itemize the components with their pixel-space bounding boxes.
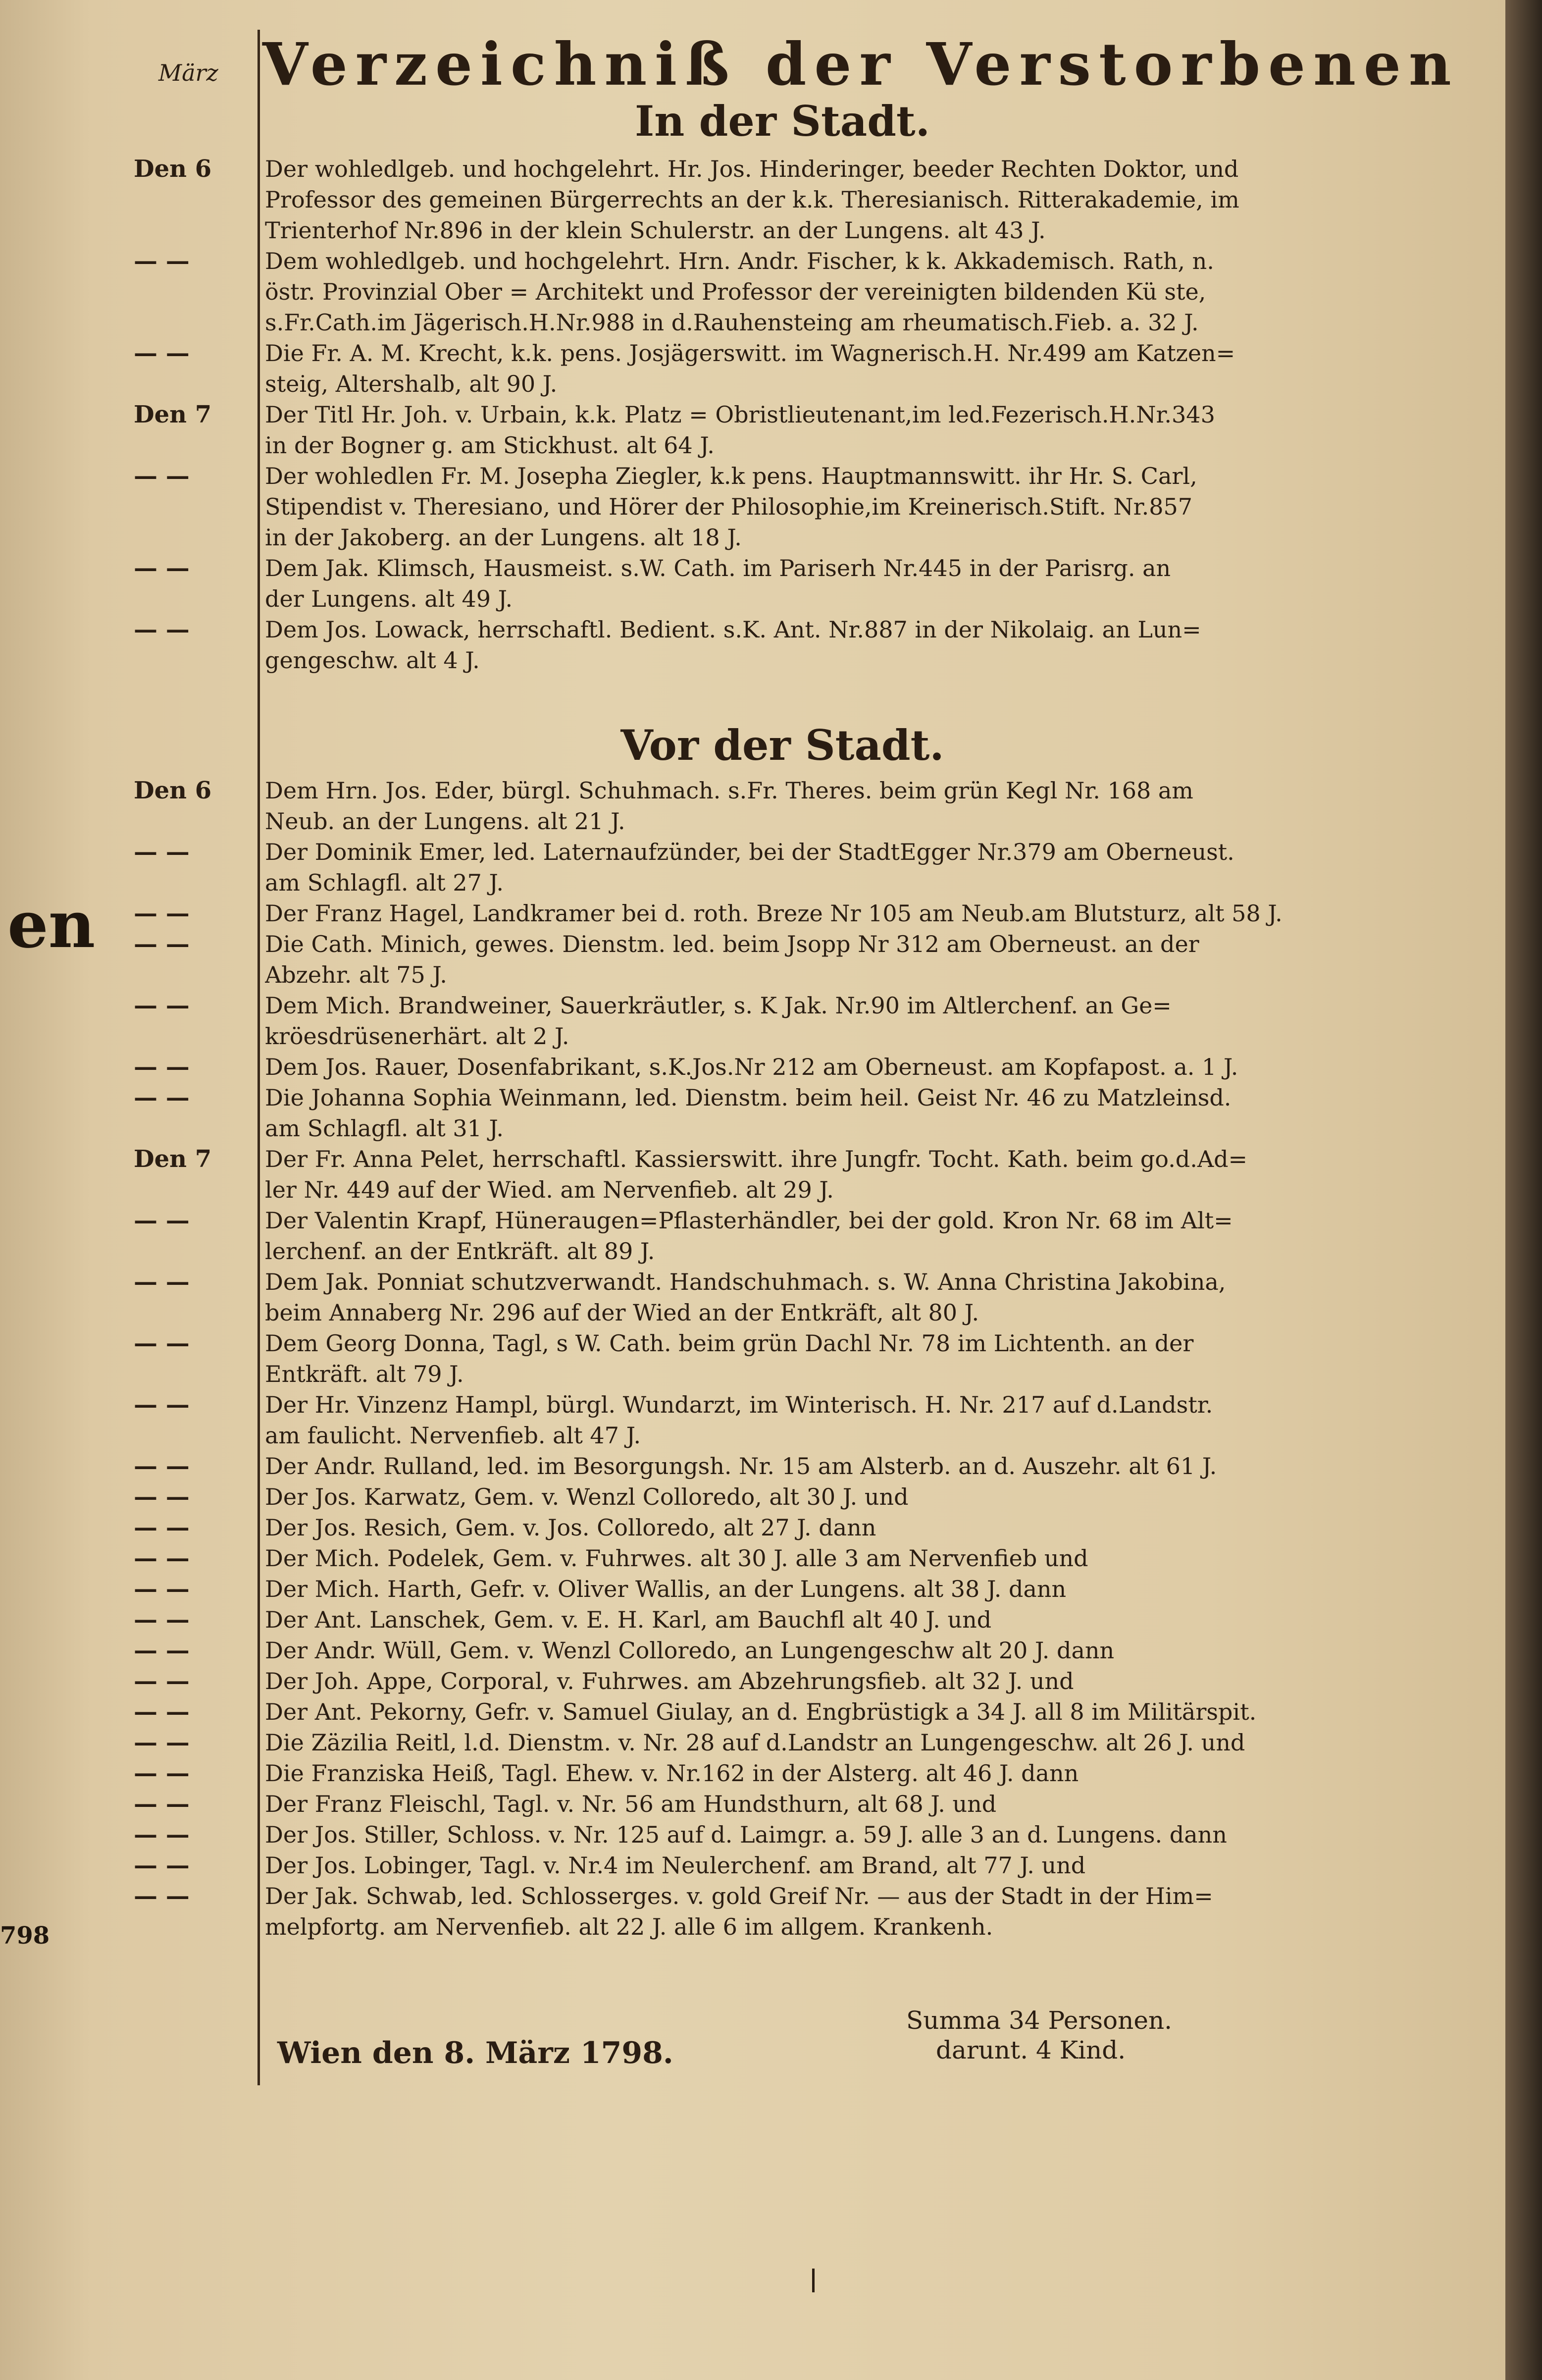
entry-row	[0, 461, 1505, 491]
entry-date: — —	[134, 1391, 190, 1419]
entry-text: Abzehr. alt 75 J.	[265, 961, 447, 988]
entry-row	[0, 553, 1505, 583]
entry-row	[0, 491, 1505, 522]
entry-date: Den 6	[134, 777, 212, 804]
entry-row	[0, 1727, 1505, 1758]
entry-row	[0, 215, 1505, 246]
entry-row	[0, 990, 1505, 1021]
entry-row	[0, 1174, 1505, 1205]
entry-text: in der Jakoberg. an der Lungens. alt 18 J.	[265, 524, 742, 551]
margin-fragment-bottom: 798	[0, 1922, 50, 1950]
entry-text: Stipendist v. Theresiano, und Hörer der Philosophie,im Kreinerisch.Stift. Nr.857	[265, 493, 1193, 520]
entry-text: Die Fr. A. M. Krecht, k.k. pens. Josjägerswitt. im Wagnerisch.H. Nr.499 am Katzen=	[265, 340, 1235, 367]
page-title: Verzeichniß der Verstorbenen	[262, 30, 1459, 99]
entry-text: der Lungens. alt 49 J.	[265, 585, 513, 612]
entry-text: in der Bogner g. am Stickhust. alt 64 J.	[265, 432, 715, 459]
entry-row	[0, 307, 1505, 338]
entry-date: — —	[134, 1053, 190, 1081]
entry-text: Der wohledlen Fr. M. Josepha Ziegler, k.k pens. Hauptmannswitt. ihr Hr. S. Carl,	[265, 463, 1197, 489]
entry-text: Dem Hrn. Jos. Eder, bürgl. Schuhmach. s.Fr. Theres. beim grün Kegl Nr. 168 am	[265, 777, 1193, 804]
entry-text: Dem Jak. Ponniat schutzverwandt. Handschuhmach. s. W. Anna Christina Jakobina,	[265, 1269, 1226, 1295]
entry-text: Der Jos. Lobinger, Tagl. v. Nr.4 im Neulerchenf. am Brand, alt 77 J. und	[265, 1852, 1086, 1879]
entry-row	[0, 1451, 1505, 1481]
entry-text: Der Hr. Vinzenz Hampl, bürgl. Wundarzt, im Winterisch. H. Nr. 217 auf d.Landstr.	[265, 1391, 1213, 1418]
entry-text: Die Franziska Heiß, Tagl. Ehew. v. Nr.162 in der Alsterg. alt 46 J. dann	[265, 1760, 1079, 1787]
entry-row	[0, 1758, 1505, 1789]
entry-text: ler Nr. 449 auf der Wied. am Nervenfieb. alt 29 J.	[265, 1176, 834, 1203]
entry-text: Der Ant. Lanschek, Gem. v. E. H. Karl, am Bauchfl alt 40 J. und	[265, 1606, 992, 1633]
entry-date: — —	[134, 554, 190, 582]
entry-text: Dem Mich. Brandweiner, Sauerkräutler, s. K Jak. Nr.90 im Altlerchenf. an Ge=	[265, 992, 1172, 1019]
entry-text: Der Jos. Resich, Gem. v. Jos. Colloredo, alt 27 J. dann	[265, 1514, 876, 1541]
entry-text: Die Zäzilia Reitl, l.d. Dienstm. v. Nr. 28 auf d.Landstr an Lungengeschw. alt 26 J. und	[265, 1729, 1245, 1756]
entry-row	[0, 1236, 1505, 1267]
entry-text: s.Fr.Cath.im Jägerisch.H.Nr.988 in d.Rauhensteing am rheumatisch.Fieb. a. 32 J.	[265, 309, 1199, 336]
entry-row	[0, 806, 1505, 837]
entry-row	[0, 1604, 1505, 1635]
entry-row	[0, 929, 1505, 959]
entry-date: — —	[134, 1329, 190, 1357]
entry-row	[0, 645, 1505, 676]
entry-row	[0, 276, 1505, 307]
entry-row	[0, 1297, 1505, 1328]
entry-date: — —	[134, 1790, 190, 1818]
entry-text: Der Andr. Rulland, led. im Besorgungsh. Nr. 15 am Alsterb. an d. Auszehr. alt 61 J.	[265, 1453, 1217, 1480]
entry-row	[0, 1113, 1505, 1144]
entry-text: Trienterhof Nr.896 in der klein Schulerstr. an der Lungens. alt 43 J.	[265, 217, 1046, 244]
entry-row	[0, 430, 1505, 461]
entry-date: — —	[134, 616, 190, 643]
section-heading-city: In der Stadt.	[635, 97, 930, 146]
page-edge	[1505, 0, 1542, 2380]
entry-row	[0, 1696, 1505, 1727]
entry-date: — —	[134, 1759, 190, 1787]
entry-row	[0, 1819, 1505, 1850]
entry-date: — —	[134, 838, 190, 866]
entry-date: — —	[134, 1851, 190, 1879]
entry-text: steig, Altershalb, alt 90 J.	[265, 370, 558, 397]
entry-date: — —	[134, 247, 190, 275]
entry-text: Die Johanna Sophia Weinmann, led. Dienstm. beim heil. Geist Nr. 46 zu Matzleinsd.	[265, 1084, 1232, 1111]
entry-date: — —	[134, 1483, 190, 1511]
entry-row	[0, 522, 1505, 553]
entry-row	[0, 1267, 1505, 1297]
entry-text: Der Dominik Emer, led. Laternaufzünder, bei der StadtEgger Nr.379 am Oberneust.	[265, 839, 1234, 865]
entry-row	[0, 184, 1505, 215]
entry-date: — —	[134, 899, 190, 927]
entry-text: kröesdrüsenerhärt. alt 2 J.	[265, 1023, 569, 1050]
entry-date: — —	[134, 1575, 190, 1603]
entry-date: Den 7	[134, 1145, 212, 1173]
entry-text: Der Jak. Schwab, led. Schlosserges. v. gold Greif Nr. — aus der Stadt in der Him=	[265, 1883, 1213, 1909]
entry-date: — —	[134, 930, 190, 958]
entry-text: Die Cath. Minich, gewes. Dienstm. led. beim Jsopp Nr 312 am Oberneust. an der	[265, 931, 1199, 957]
entry-date: — —	[134, 1544, 190, 1572]
entry-date: — —	[134, 1882, 190, 1910]
entries-city	[0, 154, 1505, 676]
entry-row	[0, 1850, 1505, 1881]
entry-row	[0, 369, 1505, 399]
entry-text: Der wohledlgeb. und hochgelehrt. Hr. Jos. Hinderinger, beeder Rechten Doktor, und	[265, 156, 1239, 182]
entry-text: Dem Georg Donna, Tagl, s W. Cath. beim grün Dachl Nr. 78 im Lichtenth. an der	[265, 1330, 1194, 1357]
entry-row	[0, 1635, 1505, 1666]
section-heading-suburbs: Vor der Stadt.	[620, 721, 944, 770]
entry-text: Der Franz Fleischl, Tagl. v. Nr. 56 am Hundsthurn, alt 68 J. und	[265, 1791, 997, 1817]
entry-text: Der Valentin Krapf, Hüneraugen=Pflasterhändler, bei der gold. Kron Nr. 68 im Alt=	[265, 1207, 1233, 1234]
entry-row	[0, 1543, 1505, 1574]
entry-date: — —	[134, 1637, 190, 1664]
entry-text: Der Ant. Pekorny, Gefr. v. Samuel Giulay, an d. Engbrüstigk a 34 J. all 8 im Militärspit.	[265, 1698, 1257, 1725]
entry-text: lerchenf. an der Entkräft. alt 89 J.	[265, 1238, 655, 1265]
entry-date: Den 7	[134, 401, 212, 428]
entry-row	[0, 614, 1505, 645]
entry-text: am faulicht. Nervenfieb. alt 47 J.	[265, 1422, 641, 1449]
entry-date: — —	[134, 1514, 190, 1541]
entry-row	[0, 1144, 1505, 1174]
entry-date: — —	[134, 1268, 190, 1296]
entry-text: Der Joh. Appe, Corporal, v. Fuhrwes. am Abzehrungsfieb. alt 32 J. und	[265, 1668, 1074, 1694]
entry-row	[0, 1911, 1505, 1942]
entry-row	[0, 959, 1505, 990]
entry-date: — —	[134, 1207, 190, 1234]
entry-row	[0, 1359, 1505, 1389]
entry-date: — —	[134, 1606, 190, 1634]
entry-row	[0, 867, 1505, 898]
entry-text: Dem Jak. Klimsch, Hausmeist. s.W. Cath. im Pariserh Nr.445 in der Parisrg. an	[265, 555, 1171, 582]
summa-total: Summa 34 Personen.	[906, 2006, 1173, 2035]
entry-row	[0, 1512, 1505, 1543]
entry-date: — —	[134, 339, 190, 367]
entry-row	[0, 1021, 1505, 1052]
entry-text: melpfortg. am Nervenfieb. alt 22 J. alle 6 im allgem. Krankenh.	[265, 1913, 993, 1940]
entry-text: Neub. an der Lungens. alt 21 J.	[265, 808, 625, 835]
entry-date: — —	[134, 1729, 190, 1756]
entry-text: Der Andr. Wüll, Gem. v. Wenzl Colloredo, an Lungengeschw alt 20 J. dann	[265, 1637, 1115, 1664]
entry-row	[0, 1666, 1505, 1696]
entry-row	[0, 898, 1505, 929]
entry-date: — —	[134, 1667, 190, 1695]
entry-text: Der Jos. Karwatz, Gem. v. Wenzl Colloredo, alt 30 J. und	[265, 1483, 909, 1510]
entry-row	[0, 399, 1505, 430]
entry-text: Der Jos. Stiller, Schloss. v. Nr. 125 auf d. Laimgr. a. 59 J. alle 3 an d. Lungens. dann	[265, 1821, 1227, 1848]
entry-row	[0, 1881, 1505, 1911]
entry-row	[0, 1789, 1505, 1819]
entry-date: Den 6	[134, 155, 212, 183]
entry-row	[0, 1481, 1505, 1512]
entry-text: am Schlagfl. alt 31 J.	[265, 1115, 504, 1142]
entry-row	[0, 154, 1505, 184]
entry-date: — —	[134, 992, 190, 1019]
entry-row	[0, 1420, 1505, 1451]
entry-text: östr. Provinzial Ober = Architekt und Professor der vereinigten bildenden Kü ste,	[265, 278, 1206, 305]
entry-row	[0, 1574, 1505, 1604]
entry-text: gengeschw. alt 4 J.	[265, 647, 480, 674]
entry-text: Der Mich. Harth, Gefr. v. Oliver Wallis, an der Lungens. alt 38 J. dann	[265, 1576, 1067, 1602]
entry-date: — —	[134, 1084, 190, 1111]
month-label: März	[158, 59, 218, 86]
entry-date: — —	[134, 1698, 190, 1726]
entry-date: — —	[134, 1821, 190, 1849]
entry-row	[0, 1052, 1505, 1082]
margin-fragment-top: en	[7, 887, 96, 962]
entry-row	[0, 1389, 1505, 1420]
entry-text: Der Fr. Anna Pelet, herrschaftl. Kassierswitt. ihre Jungfr. Tocht. Kath. beim go.d.Ad=	[265, 1146, 1248, 1172]
entry-text: Dem wohledlgeb. und hochgelehrt. Hrn. Andr. Fischer, k k. Akkademisch. Rath, n.	[265, 248, 1214, 274]
entry-text: Der Titl Hr. Joh. v. Urbain, k.k. Platz = Obristlieutenant,im led.Fezerisch.H.Nr.343	[265, 401, 1215, 428]
entry-date: — —	[134, 1452, 190, 1480]
entry-text: am Schlagfl. alt 27 J.	[265, 869, 504, 896]
entry-text: Der Mich. Podelek, Gem. v. Fuhrwes. alt 30 J. alle 3 am Nervenfieb und	[265, 1545, 1088, 1572]
entry-text: Professor des gemeinen Bürgerrechts an der k.k. Theresianisch. Ritterakademie, im	[265, 186, 1239, 213]
entry-date: — —	[134, 462, 190, 490]
entry-row	[0, 583, 1505, 614]
entry-row	[0, 1328, 1505, 1359]
place-date: Wien den 8. März 1798.	[277, 2036, 673, 2070]
entry-row	[0, 338, 1505, 369]
bottom-mark	[812, 2269, 815, 2292]
entries-suburbs	[0, 775, 1505, 1942]
entry-row	[0, 1082, 1505, 1113]
entry-row	[0, 246, 1505, 276]
entry-text: Dem Jos. Lowack, herrschaftl. Bedient. s.K. Ant. Nr.887 in der Nikolaig. an Lun=	[265, 616, 1201, 643]
entry-row	[0, 1205, 1505, 1236]
entry-text: Dem Jos. Rauer, Dosenfabrikant, s.K.Jos.Nr 212 am Oberneust. am Kopfapost. a. 1 J.	[265, 1054, 1238, 1080]
entry-row	[0, 775, 1505, 806]
footer-rule	[257, 2021, 260, 2085]
entry-text: beim Annaberg Nr. 296 auf der Wied an der Entkräft, alt 80 J.	[265, 1299, 979, 1326]
entry-text: Der Franz Hagel, Landkramer bei d. roth. Breze Nr 105 am Neub.am Blutsturz, alt 58 J.	[265, 900, 1283, 927]
children-count: darunt. 4 Kind.	[936, 2036, 1126, 2064]
entry-row	[0, 837, 1505, 867]
entry-text: Entkräft. alt 79 J.	[265, 1361, 464, 1387]
